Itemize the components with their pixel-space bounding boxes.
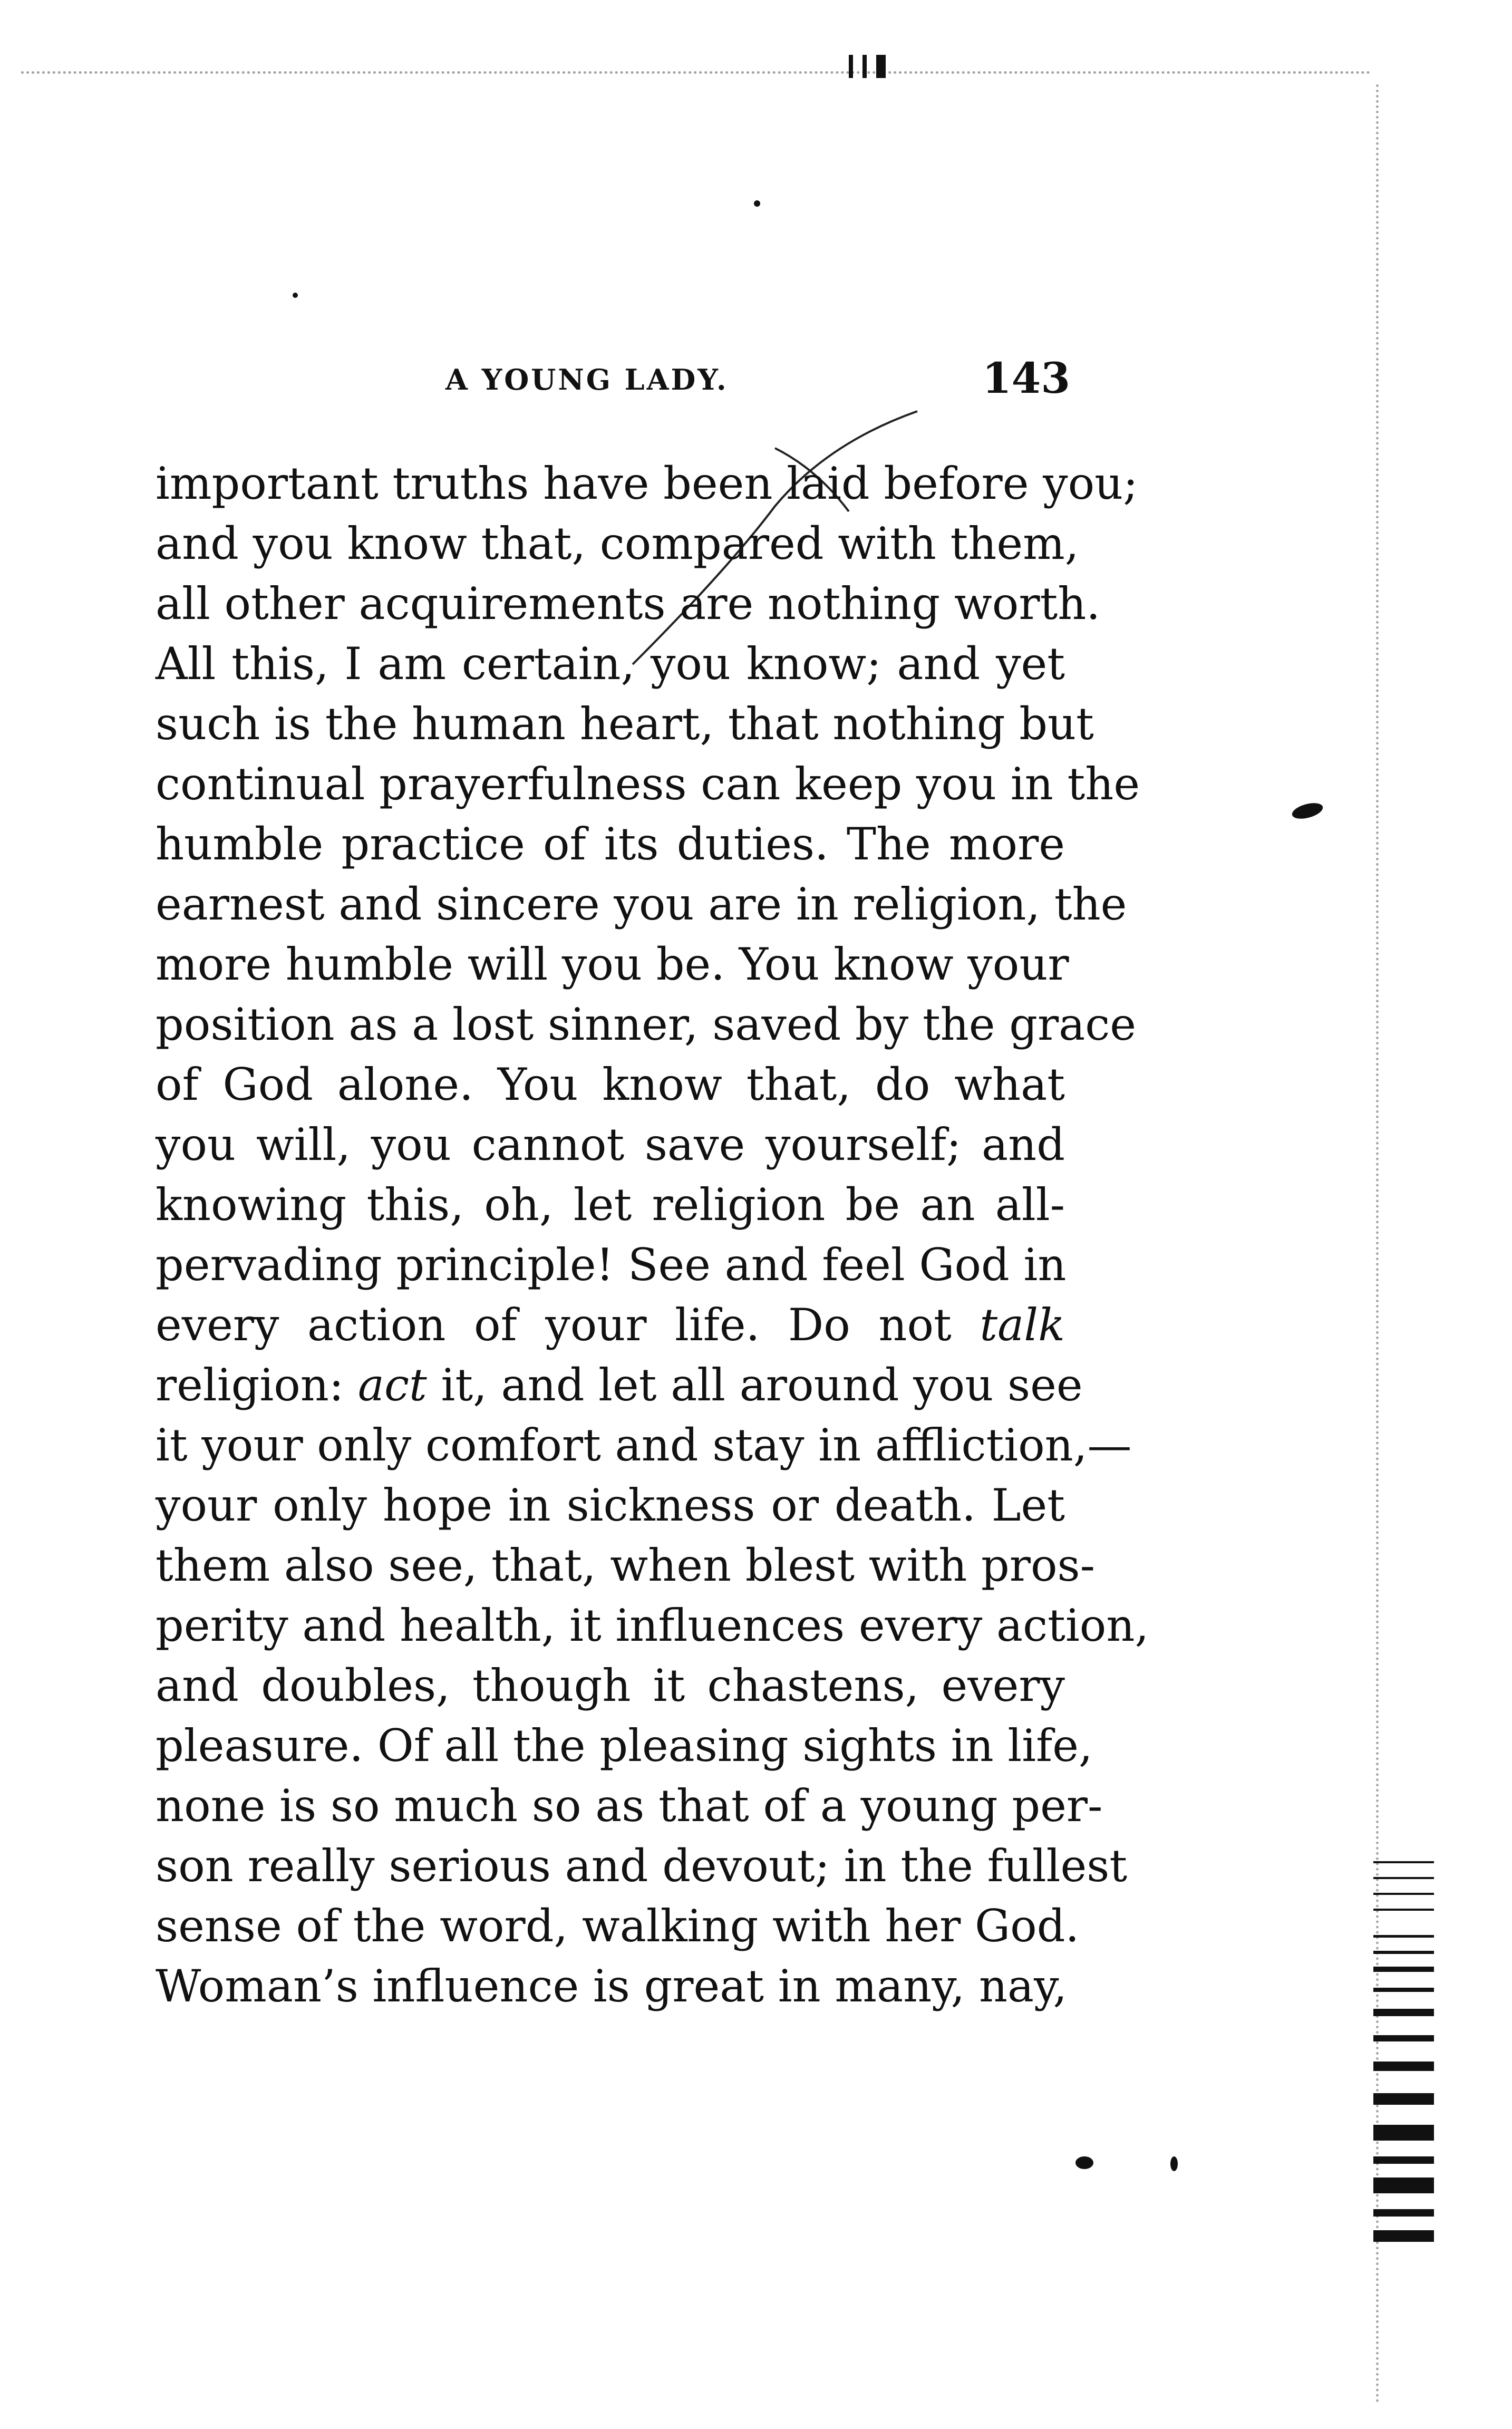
text-line: sense of the word, walking with her God. [156,1900,1080,1952]
ink-blot [1291,800,1325,822]
body-text [156,453,1149,2016]
text-line: continual prayerfulness can keep you in the [156,758,1140,810]
text-line: important truths have been laid before you; [156,458,1138,509]
text-line: All this, I am certain, you know; and yet [156,638,1065,690]
text-line: of God alone. You know that, do what [156,1059,1065,1110]
ink-speck [1075,2156,1093,2169]
text-line: knowing this, oh, let religion be an all- [156,1179,1065,1231]
text-segment: it, and let all around you see [427,1359,1083,1411]
running-head-title: A YOUNG LADY. [445,363,729,396]
italic-word: act [357,1359,427,1411]
text-line [156,1355,1083,1415]
text-line: earnest and sincere you are in religion, the [156,878,1127,930]
scan-top-border [21,71,1371,74]
text-line: perity and health, it influences every action, [156,1600,1149,1651]
text-line: them also see, that, when blest with pros- [156,1540,1096,1591]
text-line: all other acquirements are nothing worth. [156,578,1101,630]
page-number: 143 [982,353,1070,403]
text-line: son really serious and devout; in the fullest [156,1840,1128,1892]
text-line: position as a lost sinner, saved by the grace [156,999,1136,1050]
barcode-strip [1373,1861,1434,2304]
ink-speck [293,293,298,298]
text-segment: religion: [156,1359,358,1411]
text-line: more humble will you be. You know your [156,938,1069,990]
text-line: it your only comfort and stay in affliction,— [156,1419,1132,1471]
text-line: humble practice of its duties. The more [156,818,1065,870]
text-line: you will, you cannot save yourself; and [156,1119,1065,1170]
text-line: and you know that, compared with them, [156,518,1079,569]
text-line: such is the human heart, that nothing but [156,698,1094,750]
italic-word: talk [980,1299,1065,1351]
ink-speck [754,200,760,207]
text-line: Woman’s influence is great in many, nay, [156,1960,1068,2012]
text-line: pervading principle! See and feel God in [156,1239,1067,1291]
text-segment: every action of your life. Do not [156,1299,980,1351]
scan-top-marks [849,53,896,78]
ink-speck [1170,2156,1178,2171]
text-line: pleasure. Of all the pleasing sights in life, [156,1720,1093,1772]
text-line: none is so much so as that of a young per- [156,1780,1103,1832]
text-line: your only hope in sickness or death. Let [156,1479,1065,1531]
text-line [156,1295,1065,1355]
text-line: and doubles, though it chastens, every [156,1660,1065,1711]
